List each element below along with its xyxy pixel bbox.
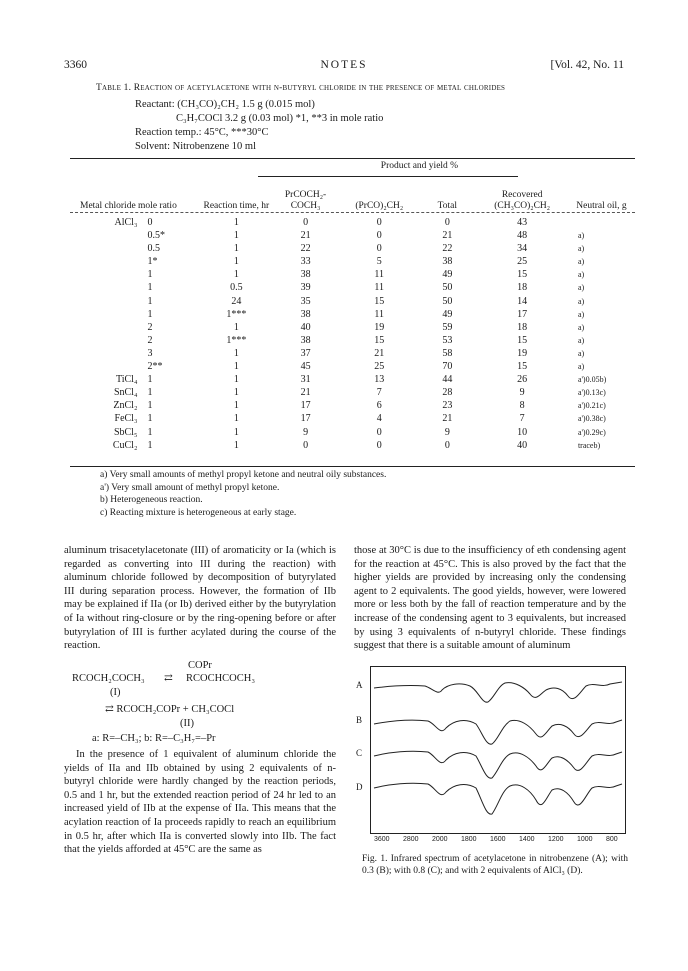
cell-p1: 0 [303, 217, 309, 228]
header-product-yield: Product and yield % [380, 160, 459, 171]
table-row [70, 216, 635, 229]
table-info-1: Reactant: (CH₃CO)₂CH₂ 1.5 g (0.015 mol) [135, 99, 315, 110]
cell-metal [70, 242, 141, 255]
cell-time: 1*** [226, 308, 247, 320]
cell-recovered: 43 [517, 217, 528, 228]
cell-total: 21 [442, 413, 453, 425]
cell-neutral: a')0.21c) [577, 401, 606, 411]
cell-neutral [568, 216, 635, 229]
cell-metal: AlCl₃ [114, 217, 138, 228]
scheme-copr: COPr [188, 660, 212, 671]
left-paragraph-2: In the presence of 1 equivalent of aluminum chloride the yields of IIa and IIb obtained by using 2 equivalents of n-butyryl chloride were hardly changed by the reaction periods, 0.5 and 1 hr, but the extended reaction period of 24 hr led to an increased yield of IIb at the expense of IIa. This means that the acylation reaction of Ia proceeds rapidly to reach an equilibrium in 0.5 hr, after which IIa is converted slowly into IIb. The fact that the yields afforded at 45°C are the same as [64, 749, 336, 856]
cell-p2: 0 [376, 439, 382, 451]
scheme-eq2: ⇄ RCOCH₂COPr + CH₃COCl [105, 704, 235, 715]
cell-ratio: 1 [147, 282, 153, 294]
ir-spectrum-figure [370, 666, 626, 844]
cell-metal [70, 321, 141, 334]
cell-p1: 21 [300, 230, 311, 242]
cell-metal [70, 255, 141, 268]
cell-time: 1 [233, 243, 239, 255]
cell-time: 1 [233, 413, 239, 425]
table-info-4: Solvent: Nitrobenzene 10 ml [135, 141, 257, 152]
cell-neutral: a) [577, 244, 585, 254]
table-row [70, 412, 635, 425]
table-row [70, 255, 635, 268]
cell-p1: 39 [300, 282, 311, 294]
cell-total: 70 [442, 361, 453, 373]
cell-p2: 13 [374, 374, 385, 386]
table-footnotes [100, 469, 386, 519]
curve-b-label: B [356, 715, 363, 725]
cell-p2: 19 [374, 321, 385, 333]
cell-recovered: 18 [517, 282, 528, 294]
axis-tick-label: 1000 [577, 836, 593, 843]
cell-p2: 15 [374, 295, 385, 307]
table-info-2: C₃H₇COCl 3.2 g (0.03 mol) *1, **3 in mole ratio [176, 113, 384, 124]
axis-tick-label: 3600 [374, 836, 390, 843]
cell-p1: 40 [300, 321, 311, 333]
ir-spectrum-plot [370, 666, 626, 844]
curve-a [374, 682, 622, 702]
cell-ratio: 1 [147, 308, 153, 320]
axis-tick-label: 1400 [519, 836, 535, 843]
scheme-definitions: a: R=–CH₃; b: R=–C₃H₇=–Pr [92, 733, 216, 744]
cell-ratio: 2** [147, 361, 163, 373]
cell-p2: 11 [374, 269, 385, 281]
page-number: 3360 [64, 59, 87, 71]
cell-p1: 38 [300, 308, 311, 320]
scheme-eq1-left: RCOCH₂COCH₃ [72, 673, 145, 684]
right-paragraph: those at 30°C is due to the insufficiency of eth condensing agent for the reaction at 45°C. This is also proved by the fact that the higher yields are provided by increasing only the condensing agent to 2 equivalents. The good yields, however, were lowered more or less both by the fall of reaction temperature and by the increase of the condensing agent to 3 equivalents, but increased by using 3 equivalents of n-butyryl chloride. These findings suggest that there is a suitable amount of aluminum [354, 545, 626, 652]
scheme-arrow: ⇄ [164, 673, 173, 684]
cell-total: 58 [442, 347, 453, 359]
axis-tick-label: 1800 [461, 836, 477, 843]
table-row [70, 399, 635, 412]
cell-time: 1 [233, 400, 239, 412]
cell-total: 53 [442, 334, 453, 346]
cell-p2: 11 [374, 308, 385, 320]
cell-p2: 15 [374, 334, 385, 346]
cell-ratio: 2 [147, 334, 153, 346]
axis-tick-label: 800 [606, 836, 618, 843]
cell-total: 44 [442, 374, 453, 386]
left-paragraph-1: aluminum trisacetylacetonate (III) of aromaticity or Ia (which is regarded as converting into III during the reaction) with aluminum chloride followed by decomposition of butyrylated III during separation process. However, the formation of IIb may be explained if IIa (or Ib) derived either by the butyrylation of Ia without ring-closure or by the ring-opening before or after butyrylation of III is further acylated during the course of the reaction. [64, 545, 336, 652]
cell-p2: 0 [376, 243, 382, 255]
table-row [70, 321, 635, 334]
curve-c [374, 751, 622, 778]
cell-total: 49 [442, 269, 453, 281]
axis-tick-label: 1200 [548, 836, 564, 843]
table-row [70, 426, 635, 439]
cell-time: 1 [233, 387, 239, 399]
cell-ratio: 1 [147, 374, 153, 386]
cell-p2: 0 [376, 217, 382, 228]
cell-neutral: a) [577, 322, 585, 332]
cell-ratio: 1 [147, 400, 153, 412]
cell-time: 1 [233, 426, 239, 438]
table-row [70, 360, 635, 373]
cell-time: 24 [231, 295, 242, 307]
table-row [70, 242, 635, 255]
cell-total: 59 [442, 321, 453, 333]
cell-time: 1 [233, 439, 239, 451]
axis-tick-label: 2800 [403, 836, 419, 843]
cell-neutral: a) [577, 335, 585, 345]
cell-p1: 35 [300, 295, 311, 307]
cell-total: 50 [442, 282, 453, 294]
header-p1: PrCOCH₂-COCH₃ [284, 190, 327, 211]
footnote-b: b) Heterogeneous reaction. [100, 495, 203, 506]
cell-neutral: a')0.13c) [577, 388, 606, 398]
table-row [70, 347, 635, 360]
footnote-c: c) Reacting mixture is heterogeneous at early stage. [100, 507, 297, 518]
cell-metal: CuCl₂ [112, 439, 138, 451]
cell-metal [70, 281, 141, 294]
cell-neutral: a')0.29c) [577, 427, 606, 437]
table-row [70, 229, 635, 242]
cell-total: 28 [442, 387, 453, 399]
curve-c-label: C [356, 748, 363, 758]
cell-p1: 0 [303, 439, 309, 451]
table-row [70, 386, 635, 399]
cell-p2: 21 [374, 347, 385, 359]
cell-ratio: 3 [147, 347, 153, 359]
spectrum-curves [374, 682, 622, 814]
cell-metal [70, 295, 141, 308]
axis-tick-label: 2000 [432, 836, 448, 843]
header-p2: (PrCO)₂CH₂ [355, 201, 404, 211]
cell-metal [70, 268, 141, 281]
table-row [70, 281, 635, 294]
cell-metal [70, 334, 141, 347]
cell-recovered: 48 [517, 230, 528, 242]
cell-p1: 21 [300, 387, 311, 399]
header-total: Total [437, 201, 458, 211]
header-time: Reaction time, hr [203, 201, 270, 211]
cell-metal [70, 347, 141, 360]
cell-time: 1 [233, 347, 239, 359]
cell-time: 1 [233, 321, 239, 333]
table-bottom-rule [70, 466, 635, 467]
cell-ratio: 1 [147, 295, 153, 307]
cell-time: 1 [233, 217, 239, 228]
cell-metal: FeCl₃ [114, 413, 138, 425]
cell-neutral: traceb) [577, 440, 601, 450]
cell-total: 49 [442, 308, 453, 320]
figure-caption: Fig. 1. Infrared spectrum of acetylacetone in nitrobenzene (A); with 0.3 (B); with 0.8 (C); and with 2 equivalents of AlCl₃ (D). [362, 854, 628, 877]
cell-metal: SbCl₅ [113, 426, 138, 438]
cell-neutral: a) [577, 362, 585, 372]
cell-p2: 7 [376, 387, 382, 399]
cell-total: 0 [444, 439, 450, 451]
cell-neutral: a) [577, 296, 585, 306]
header-recovered: Recovered (CH₃CO)₂CH₂ [494, 190, 551, 211]
cell-recovered: 8 [519, 400, 525, 412]
curve-d [374, 783, 622, 814]
cell-metal: TiCl₄ [115, 374, 138, 386]
cell-ratio: 1 [147, 426, 153, 438]
cell-p2: 11 [374, 282, 385, 294]
cell-ratio: 1 [147, 439, 153, 451]
cell-recovered: 14 [517, 295, 528, 307]
cell-ratio: 1 [147, 387, 153, 399]
cell-total: 38 [442, 256, 453, 268]
cell-neutral: a) [577, 348, 585, 358]
table-info-3: Reaction temp.: 45°C, ***30°C [135, 127, 269, 138]
cell-time: 1 [233, 269, 239, 281]
cell-p2: 0 [376, 426, 382, 438]
cell-neutral: a) [577, 231, 585, 241]
cell-metal [70, 308, 141, 321]
cell-p1: 38 [300, 334, 311, 346]
wavenumber-axis [370, 836, 626, 848]
cell-recovered: 18 [517, 321, 528, 333]
cell-recovered: 15 [517, 269, 528, 281]
cell-p1: 38 [300, 269, 311, 281]
cell-time: 1*** [226, 334, 247, 346]
cell-neutral: a) [577, 270, 585, 280]
cell-ratio: 0.5 [147, 243, 160, 255]
cell-ratio: 1 [147, 269, 153, 281]
table-row [70, 268, 635, 281]
cell-p2: 4 [376, 413, 382, 425]
cell-metal: ZnCl₂ [113, 400, 138, 412]
cell-total: 9 [444, 426, 450, 438]
cell-recovered: 15 [517, 334, 528, 346]
curve-a-label: A [356, 680, 363, 690]
cell-recovered: 10 [517, 426, 528, 438]
cell-total: 0 [444, 217, 450, 228]
cell-ratio: 1* [147, 256, 158, 268]
cell-p1: 37 [300, 347, 311, 359]
cell-neutral: a')0.05b) [577, 375, 607, 385]
curve-d-label: D [356, 782, 363, 792]
cell-neutral: a) [577, 257, 585, 267]
cell-total: 21 [442, 230, 453, 242]
cell-ratio: 2 [147, 321, 153, 333]
cell-time: 1 [233, 361, 239, 373]
cell-recovered: 9 [519, 387, 525, 399]
cell-p1: 31 [300, 374, 311, 386]
yield-table [70, 156, 635, 452]
cell-neutral: a')0.38c) [577, 414, 606, 424]
cell-recovered: 19 [517, 347, 528, 359]
cell-recovered: 15 [517, 361, 528, 373]
cell-recovered: 7 [519, 413, 525, 425]
cell-neutral: a) [577, 309, 585, 319]
cell-p1: 9 [303, 426, 309, 438]
cell-p1: 17 [300, 413, 311, 425]
volume-info: [Vol. 42, No. 11 [550, 59, 624, 71]
table-row [70, 373, 635, 386]
cell-p1: 45 [300, 361, 311, 373]
header-neutral: Neutral oil, g [576, 201, 627, 211]
axis-tick-label: 1600 [490, 836, 506, 843]
scheme-label-2: (II) [180, 718, 194, 729]
cell-p1: 22 [300, 243, 311, 255]
cell-total: 22 [442, 243, 453, 255]
footnote-a: a) Very small amounts of methyl propyl ketone and neutral oily substances. [100, 470, 387, 480]
cell-ratio: 0 [147, 217, 153, 228]
cell-p2: 0 [376, 230, 382, 242]
cell-neutral: a) [577, 283, 585, 293]
header-metal: Metal chloride mole ratio [80, 201, 177, 211]
cell-p1: 17 [300, 400, 311, 412]
scheme-eq1-right: RCOCHCOCH₃ [186, 673, 256, 684]
running-head: NOTES [320, 59, 368, 71]
cell-total: 50 [442, 295, 453, 307]
table-caption: Table 1. Reaction of acetylacetone with n-butyryl chloride in the presence of metal chlorides [96, 83, 506, 93]
footnote-a-prime: a') Very small amount of methyl propyl ketone. [100, 482, 280, 493]
cell-recovered: 40 [517, 439, 528, 451]
cell-p1: 33 [300, 256, 311, 268]
table-row [70, 439, 635, 452]
cell-metal [70, 229, 141, 242]
cell-ratio: 0.5* [147, 230, 165, 242]
cell-p2: 6 [376, 400, 382, 412]
cell-time: 1 [233, 256, 239, 268]
cell-recovered: 17 [517, 308, 528, 320]
cell-time: 1 [233, 230, 239, 242]
table-row [70, 295, 635, 308]
table-row [70, 334, 635, 347]
cell-recovered: 26 [517, 374, 528, 386]
curve-b [374, 720, 622, 744]
cell-metal [70, 360, 141, 373]
cell-p2: 5 [376, 256, 382, 268]
cell-total: 23 [442, 400, 453, 412]
cell-recovered: 25 [517, 256, 528, 268]
scheme-label-1: (I) [110, 687, 121, 698]
table-row [70, 308, 635, 321]
cell-p2: 25 [374, 361, 385, 373]
cell-metal: SnCl₄ [113, 387, 138, 399]
cell-recovered: 34 [517, 243, 528, 255]
cell-time: 0.5 [230, 282, 243, 294]
cell-ratio: 1 [147, 413, 153, 425]
cell-time: 1 [233, 374, 239, 386]
